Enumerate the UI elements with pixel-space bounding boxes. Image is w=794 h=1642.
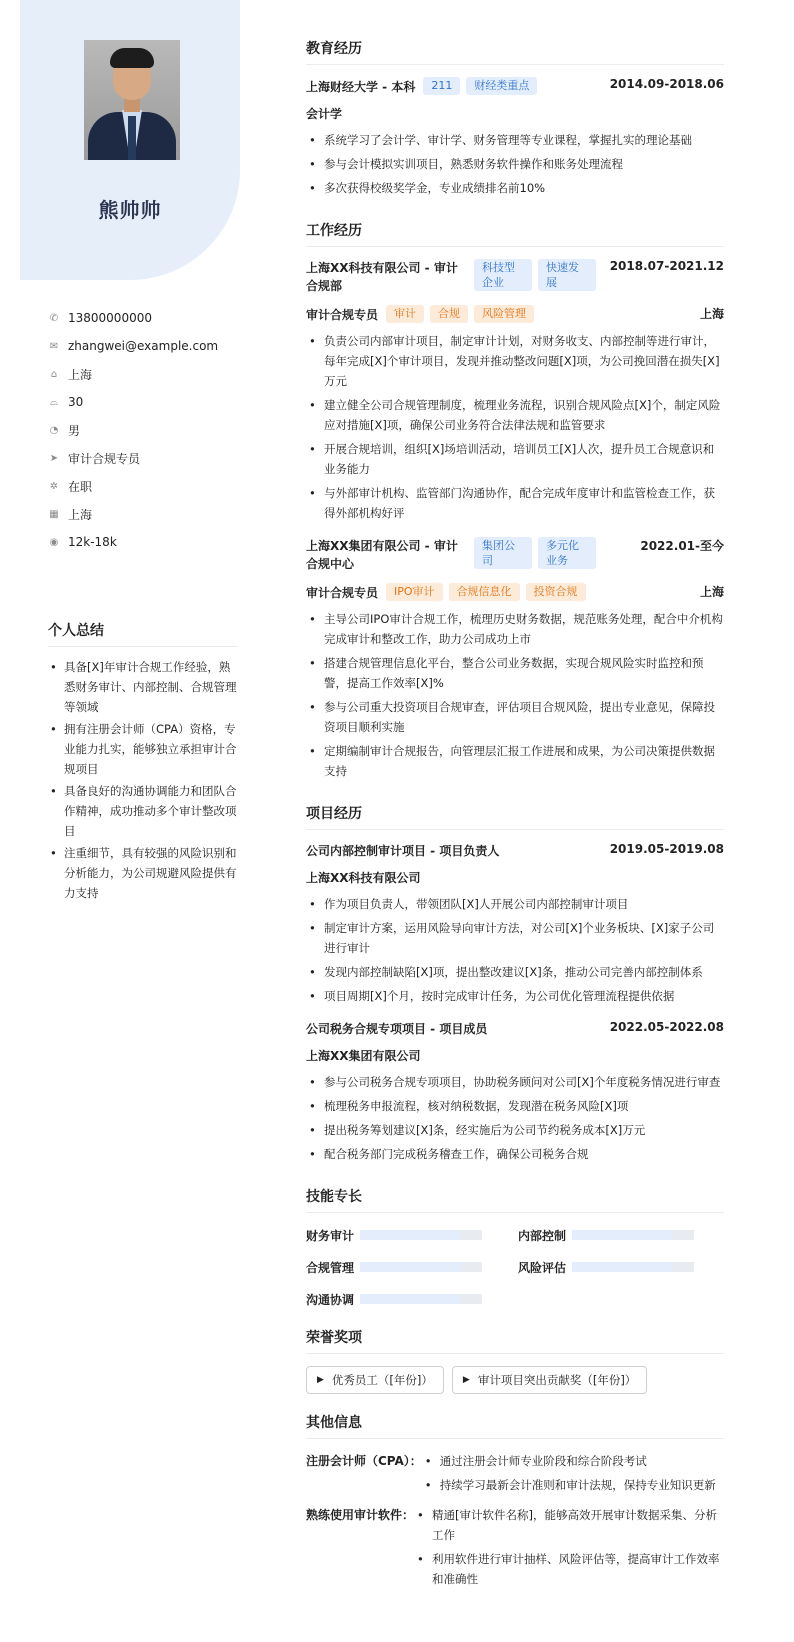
summary-item: • 具备[X]年审计合规工作经验，熟悉财务审计、内部控制、合规管理等领域 [48,657,238,717]
project-bullets [306,1072,724,1164]
project-bullet: • 作为项目负责人，带领团队[X]人开展公司内部控制审计项目 [306,894,724,914]
profile-card [20,0,240,280]
school-tag: 211 [423,77,460,95]
contact-item [48,304,218,332]
education-bullet: • 系统学习了会计学、审计学、财务管理等专业课程，掌握扎实的理论基础 [306,130,724,150]
project-entry [306,842,724,1006]
role-tag: 合规 [430,305,468,323]
job-role-row [306,305,724,323]
company-tag: 快速发展 [538,259,596,291]
skill-name: 财务审计 [306,1228,355,1243]
skill-item [306,1225,518,1245]
job-bullet: • 与外部审计机构、监管部门沟通协作，配合完成年度审计和监管检查工作，获得外部机构好评 [306,483,724,523]
job-bullet: • 负责公司内部审计项目，制定审计计划，对财务收支、内部控制等进行审计，每年完成[X]个审计项目，发现并推动整改问题[X]项，为公司挽回潜在损失[X]万元 [306,331,724,391]
job-role: 审计合规专员 [306,307,379,322]
skill-bar [572,1262,694,1272]
skill-name: 合规管理 [306,1260,355,1275]
contact-item [48,472,218,500]
skill-item [518,1257,718,1277]
skill-bar [360,1262,482,1272]
contact-text: 13800000000 [68,311,152,325]
job-role: 审计合规专员 [306,585,379,600]
project-header [306,1020,724,1037]
skill-item [306,1289,518,1309]
sidebar [20,0,240,1642]
award-text: 优秀员工（[年份]） [331,1373,433,1387]
other-bullet: • 持续学习最新会计准则和审计法规，保持专业知识更新 [422,1475,724,1495]
project-entry [306,1020,724,1164]
honors-title: 荣誉奖项 [306,1327,724,1354]
job-bullet: • 定期编制审计合规报告，向管理层汇报工作进展和成果，为公司决策提供数据支持 [306,741,724,781]
candidate-name: 熊帅帅 [98,198,162,222]
other-bullet: • 通过注册会计师专业阶段和综合阶段考试 [422,1451,724,1471]
job-bullets [306,331,724,523]
company-tags [474,259,596,291]
education-section [306,38,724,198]
summary-item: • 注重细节，具有较强的风险识别和分析能力，为公司规避风险提供有力支持 [48,843,238,903]
profile-photo [84,40,180,160]
contact-list [48,304,218,556]
project-org: 上海XX科技有限公司 [306,871,421,885]
skill-item [518,1225,718,1245]
education-date: 2014.09-2018.06 [609,77,724,91]
other-group [306,1451,724,1499]
education-title: 教育经历 [306,38,724,65]
contact-text: 12k-18k [68,535,117,549]
skill-bar-fill [572,1262,672,1272]
education-major: 会计学 [306,107,343,121]
company-tag: 集团公司 [474,537,532,569]
contact-item [48,528,218,556]
job-entry [306,537,724,781]
other-bullet: • 精通[审计软件名称]，能够高效开展审计数据采集、分析工作 [414,1505,724,1545]
skill-name: 沟通协调 [306,1292,355,1307]
job-location: 上海 [699,585,724,599]
contact-item [48,416,218,444]
job-role-wrap [306,583,586,601]
job-bullet: • 搭建合规管理信息化平台，整合公司业务数据，实现合规风险实时监控和预警，提高工作效率[X]% [306,653,724,693]
project-bullet: • 项目周期[X]个月，按时完成审计任务，为公司优化管理流程提供依据 [306,986,724,1006]
summary-list [48,657,238,903]
play-icon: ▶ [462,1375,470,1385]
project-bullet: • 发现内部控制缺陷[X]项，提出整改建议[X]条，推动公司完善内部控制体系 [306,962,724,982]
contact-text: 上海 [68,507,93,522]
gear-icon: ✲ [49,480,59,492]
other-title: 其他信息 [306,1412,724,1439]
other-list [306,1451,724,1593]
job-date: 2018.07-2021.12 [609,259,724,273]
award-item [306,1366,444,1394]
role-tags [386,305,534,323]
other-bullets [422,1451,724,1499]
project-name: 公司内部控制审计项目 - 项目负责人 [306,844,500,858]
award-list [306,1366,724,1394]
skill-bar-fill [360,1294,460,1304]
contact-item [48,444,218,472]
project-bullet: • 制定审计方案，运用风险导向审计方法，对公司[X]个业务板块、[X]家子公司进行审计 [306,918,724,958]
contact-text: 30 [68,395,84,409]
skill-item [306,1257,518,1277]
project-bullets [306,894,724,1006]
work-section [306,220,724,781]
summary-title: 个人总结 [48,620,238,647]
skill-bar [572,1230,694,1240]
skill-bar-fill [360,1230,460,1240]
work-title: 工作经历 [306,220,724,247]
phone-icon: ✆ [49,312,59,324]
salary-icon: ◉ [49,536,59,548]
other-label: 熟练使用审计软件： [306,1508,415,1522]
summary-section [48,620,238,905]
role-tag: 审计 [386,305,424,323]
job-company-wrap [306,537,596,573]
skills-section [306,1186,724,1309]
skill-bar [360,1294,482,1304]
mail-icon: ✉ [49,340,59,352]
project-list [306,842,724,1164]
education-bullet: • 参与会计模拟实训项目，熟悉财务软件操作和账务处理流程 [306,154,724,174]
role-tag: 投资合规 [526,583,586,601]
job-bullet: • 主导公司IPO审计合规工作，梳理历史财务数据，规范账务处理，配合中介机构完成审计和整改工作，助力公司成功上市 [306,609,724,649]
skill-name: 风险评估 [518,1260,567,1275]
skill-bar-fill [572,1230,672,1240]
skills-title: 技能专长 [306,1186,724,1213]
play-icon: ▶ [317,1375,324,1385]
project-name: 公司税务合规专项项目 - 项目成员 [306,1022,488,1036]
summary-item: • 拥有注册会计师（CPA）资格，专业能力扎实，能够独立承担审计合规项目 [48,719,238,779]
skill-bar [360,1230,482,1240]
other-bullet: • 利用软件进行审计抽样、风险评估等，提高审计工作效率和准确性 [414,1549,724,1589]
company-tag: 科技型企业 [474,259,532,291]
project-header [306,842,724,859]
company-tag: 多元化业务 [538,537,596,569]
other-group [306,1505,724,1593]
contact-text: 审计合规专员 [68,451,141,466]
project-bullet: • 提出税务筹划建议[X]条，经实施后为公司节约税务成本[X]万元 [306,1120,724,1140]
other-label: 注册会计师（CPA）： [306,1454,422,1468]
contact-item [48,500,218,528]
role-tag: IPO审计 [386,583,443,601]
role-tags [386,583,586,601]
contact-text: 上海 [68,367,93,382]
skill-grid [306,1225,724,1309]
building-icon: ▦ [49,508,59,520]
project-bullet: • 梳理税务申报流程，核对纳税数据，发现潜在税务风险[X]项 [306,1096,724,1116]
project-org: 上海XX集团有限公司 [306,1049,421,1063]
job-list [306,259,724,781]
skill-bar-fill [360,1262,462,1272]
job-role-row [306,583,724,601]
role-tag: 风险管理 [474,305,534,323]
job-company-wrap [306,259,596,295]
school-name: 上海财经大学 - 本科 [306,79,416,94]
projects-title: 项目经历 [306,803,724,830]
school-tag: 财经类重点 [466,77,537,95]
contact-text: 在职 [68,479,93,494]
contact-item [48,388,218,416]
contact-text: zhangwei@example.com [68,339,219,353]
job-bullet: • 参与公司重大投资项目合规审查，评估项目合规风险，提出专业意见，保障投资项目顺利实施 [306,697,724,737]
job-header [306,259,724,295]
job-bullet: • 建立健全公司合规管理制度，梳理业务流程，识别合规风险点[X]个，制定风险应对措施[X]项，确保公司业务符合法律法规和监管要求 [306,395,724,435]
job-company: 上海XX集团有限公司 - 审计合规中心 [306,539,458,571]
education-bullet: • 多次获得校级奖学金，专业成绩排名前10% [306,178,724,198]
other-bullets [414,1505,724,1593]
job-bullet: • 开展合规培训，组织[X]场培训活动，培训员工[X]人次，提升员工合规意识和业务能力 [306,439,724,479]
contact-text: 男 [68,423,81,438]
gender-icon: ◔ [49,424,59,436]
job-entry [306,259,724,523]
role-tag: 合规信息化 [449,583,520,601]
contact-item [48,332,218,360]
other-section [306,1412,724,1593]
job-role-wrap [306,305,534,323]
job-company: 上海XX科技有限公司 - 审计合规部 [306,261,458,293]
school-tags [423,77,537,95]
main-content [306,38,724,1615]
award-text: 审计项目突出贡献奖（[年份]） [477,1373,637,1387]
project-bullet: • 参与公司税务合规专项项目，协助税务顾问对公司[X]个年度税务情况进行审查 [306,1072,724,1092]
skill-name: 内部控制 [518,1228,567,1243]
company-tags [474,537,596,569]
summary-item: • 具备良好的沟通协调能力和团队合作精神，成功推动多个审计整改项目 [48,781,238,841]
send-icon: ➤ [49,452,59,464]
job-header [306,537,724,573]
job-bullets [306,609,724,781]
home-icon: ⌂ [50,368,58,380]
projects-section [306,803,724,1164]
job-date: 2022.01-至今 [640,539,724,553]
honors-section [306,1327,724,1394]
project-bullet: • 配合税务部门完成税务稽查工作，确保公司税务合规 [306,1144,724,1164]
project-date: 2022.05-2022.08 [609,1020,724,1034]
award-item [452,1366,647,1394]
cake-icon: ⌓ [50,396,58,408]
job-location: 上海 [699,307,724,321]
project-date: 2019.05-2019.08 [609,842,724,856]
education-details [306,130,724,198]
contact-item [48,360,218,388]
